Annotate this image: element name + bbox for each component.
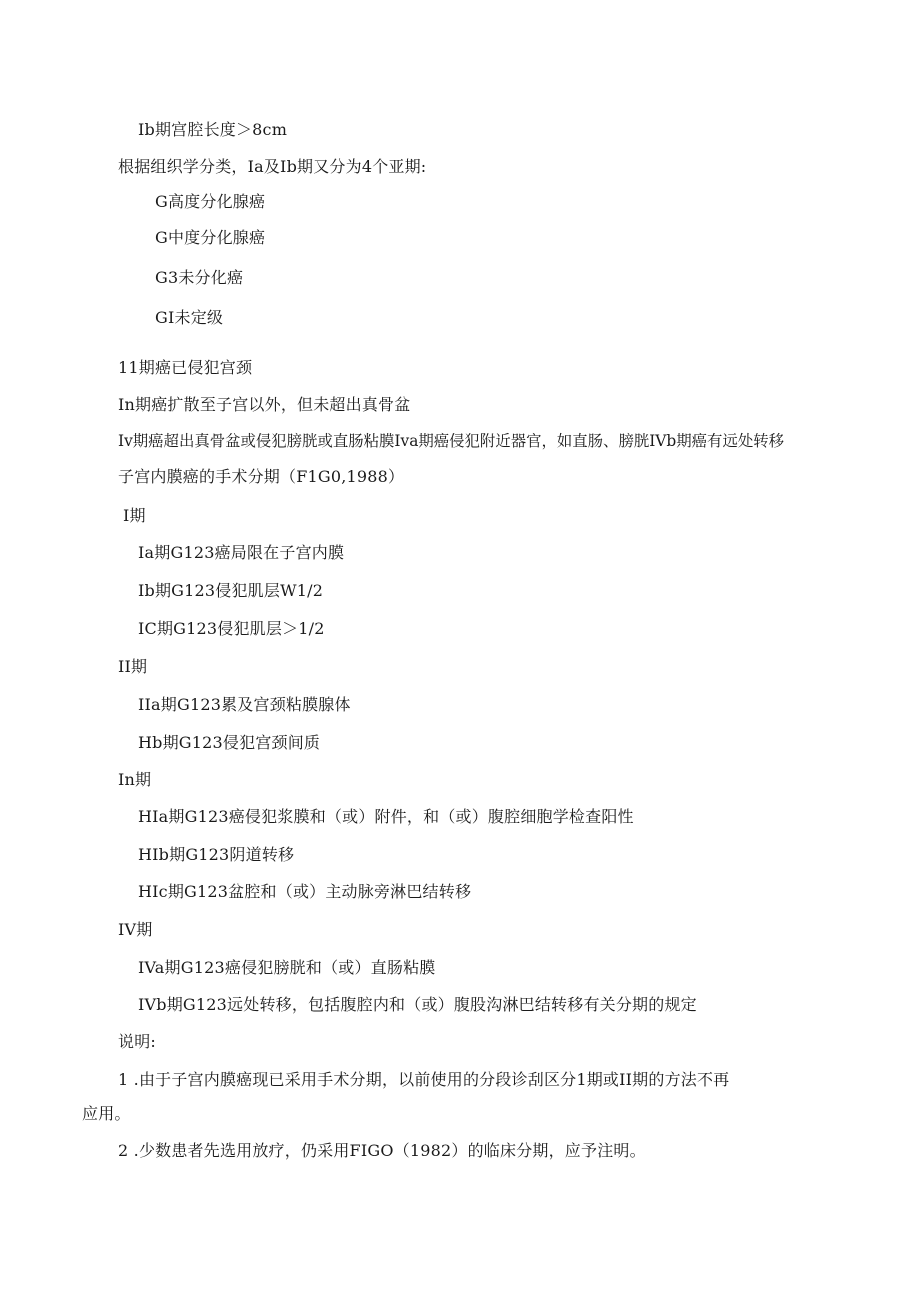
text-line: IIa期G123累及宫颈粘膜腺体 bbox=[138, 695, 351, 714]
text-line: IVa期G123癌侵犯膀胱和（或）直肠粘膜 bbox=[138, 958, 436, 977]
text-line: GI未定级 bbox=[155, 308, 224, 327]
text-line: HIc期G123盆腔和（或）主动脉旁淋巴结转移 bbox=[138, 882, 472, 901]
text-line: II期 bbox=[118, 657, 148, 676]
text-line: 子宫内膜癌的手术分期（F1G0,1988） bbox=[118, 467, 405, 486]
text-line: 2 .少数患者先选用放疗，仍采用FIGO（1982）的临床分期，应予注明。 bbox=[118, 1141, 646, 1160]
text-line: G高度分化腺癌 bbox=[155, 192, 266, 211]
text-line: G3未分化癌 bbox=[155, 268, 244, 287]
text-line: In期癌扩散至子宫以外，但未超出真骨盆 bbox=[118, 395, 411, 414]
text-line: Ib期G123侵犯肌层W1/2 bbox=[138, 581, 324, 600]
text-line: IC期G123侵犯肌层＞1/2 bbox=[138, 619, 325, 638]
text-line: Ib期宫腔长度＞8cm bbox=[138, 120, 288, 139]
text-line: IVb期G123远处转移，包括腹腔内和（或）腹股沟淋巴结转移有关分期的规定 bbox=[138, 995, 697, 1014]
text-line: In期 bbox=[118, 770, 152, 789]
text-line: HIa期G123癌侵犯浆膜和（或）附件，和（或）腹腔细胞学检查阳性 bbox=[138, 807, 634, 826]
text-line: 11期癌已侵犯宫颈 bbox=[118, 358, 253, 377]
text-line: G中度分化腺癌 bbox=[155, 228, 266, 247]
text-line: 1 .由于子宫内膜癌现已采用手术分期，以前使用的分段诊刮区分1期或II期的方法不再 bbox=[118, 1070, 730, 1089]
text-line: 根据组织学分类，Ia及Ib期又分为4个亚期: bbox=[118, 157, 427, 176]
text-line: 应用。 bbox=[82, 1104, 131, 1123]
text-line: IV期 bbox=[118, 920, 153, 939]
text-line: Ia期G123癌局限在子宫内膜 bbox=[138, 543, 345, 562]
text-line: Hb期G123侵犯宫颈间质 bbox=[138, 733, 321, 752]
text-line: Iv期癌超出真骨盆或侵犯膀胱或直肠粘膜Iva期癌侵犯附近器官，如直肠、膀胱IVb期癌有远处转移 bbox=[118, 432, 785, 450]
text-line: I期 bbox=[123, 506, 146, 525]
text-line: HIb期G123阴道转移 bbox=[138, 845, 295, 864]
text-line: 说明: bbox=[118, 1032, 156, 1051]
